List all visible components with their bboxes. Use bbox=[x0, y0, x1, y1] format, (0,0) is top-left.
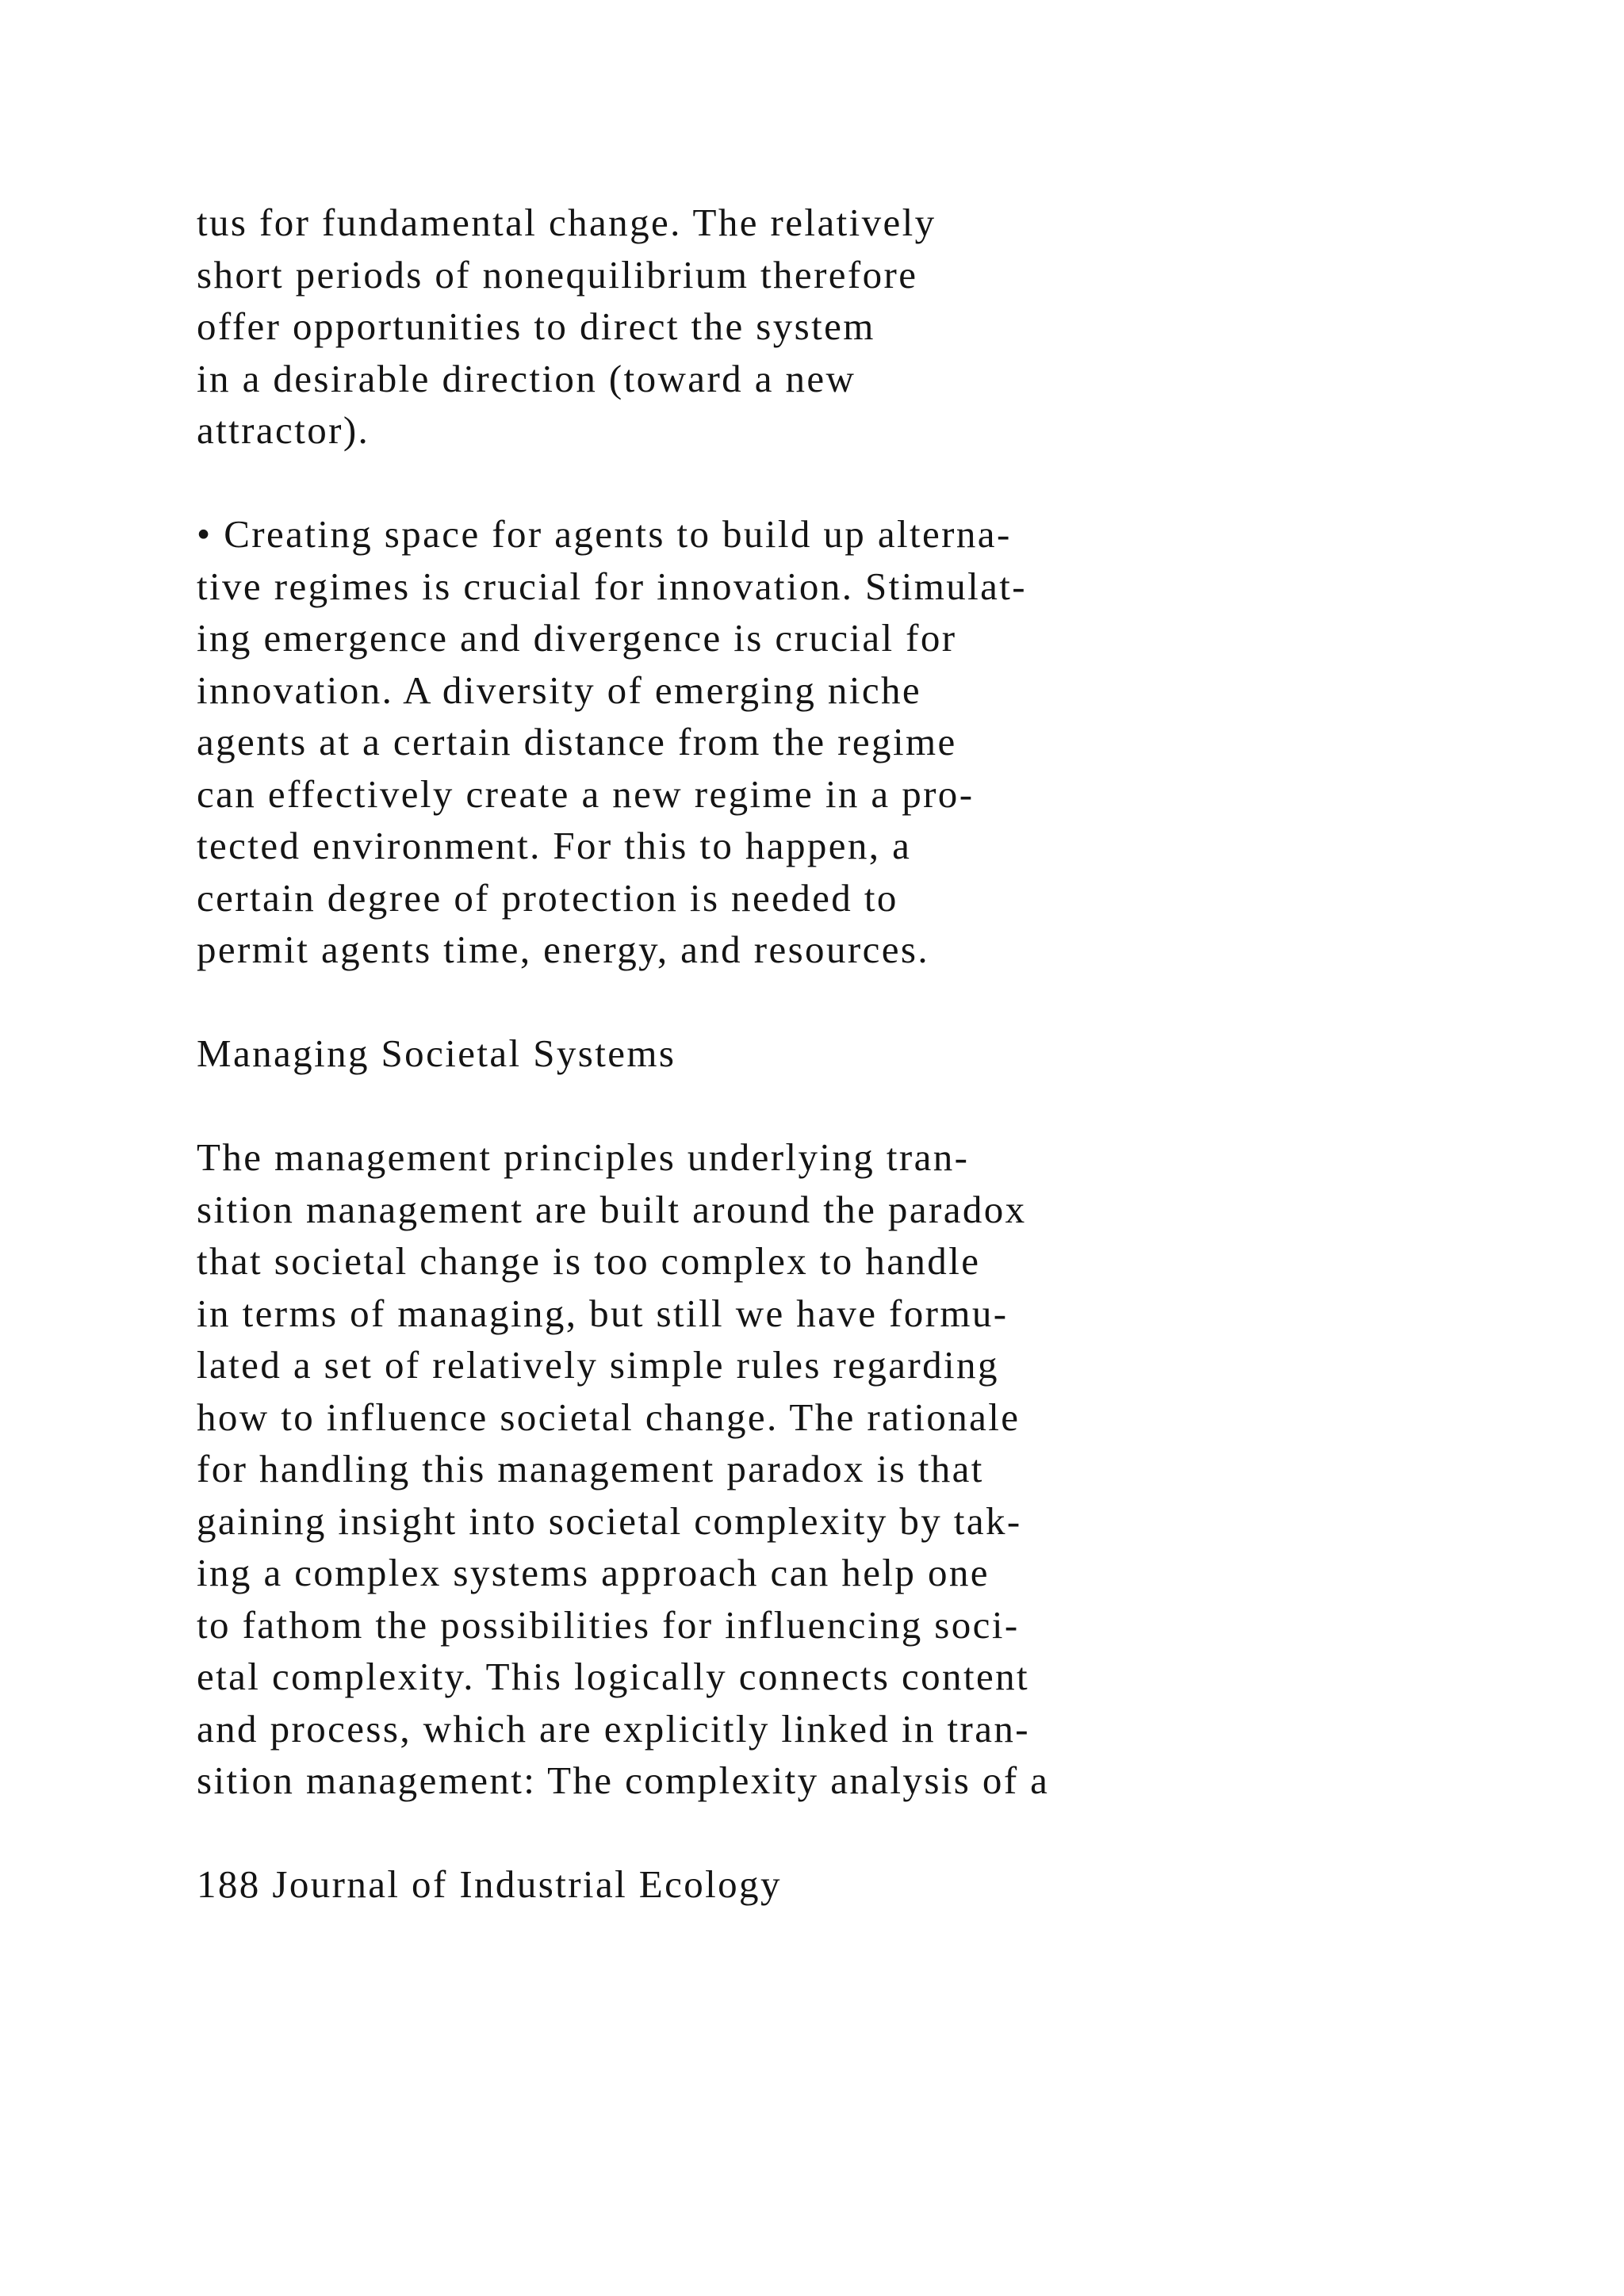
text-line: • Creating space for agents to build up alterna- bbox=[197, 512, 1012, 556]
paragraph-spacer bbox=[197, 457, 1465, 509]
page-footer bbox=[197, 1858, 1465, 1911]
text-line: ing a complex systems approach can help one bbox=[197, 1551, 990, 1594]
body-text bbox=[197, 197, 1465, 1911]
paragraph-nonequilibrium bbox=[197, 197, 1465, 457]
text-line: how to influence societal change. The rationale bbox=[197, 1395, 1021, 1439]
paragraph-management-principles bbox=[197, 1131, 1465, 1807]
text-line: tected environment. For this to happen, a bbox=[197, 824, 912, 867]
text-line: and process, which are explicitly linked in tran- bbox=[197, 1706, 1031, 1751]
bullet-paragraph-creating-space bbox=[197, 508, 1465, 976]
text-line: ing emergence and divergence is crucial for bbox=[197, 616, 957, 660]
text-line: to fathom the possibilities for influencing soci- bbox=[197, 1602, 1020, 1647]
heading-text: Managing Societal Systems bbox=[197, 1031, 676, 1075]
text-line: agents at a certain distance from the regime bbox=[197, 720, 957, 763]
text-line: certain degree of protection is needed to bbox=[197, 875, 898, 920]
text-line: permit agents time, energy, and resources. bbox=[197, 928, 929, 971]
paragraph-spacer bbox=[197, 1080, 1465, 1132]
text-line: lated a set of relatively simple rules regarding bbox=[197, 1343, 999, 1387]
text-line: etal complexity. This logically connects content bbox=[197, 1655, 1030, 1698]
footer-page-number-and-journal: 188 Journal of Industrial Ecology bbox=[197, 1862, 782, 1906]
text-line: in terms of managing, but still we have formu- bbox=[197, 1291, 1009, 1335]
text-line: can effectively create a new regime in a pro- bbox=[197, 771, 975, 816]
text-line: that societal change is too complex to handle bbox=[197, 1239, 981, 1283]
section-heading bbox=[197, 1027, 1465, 1080]
text-line: attractor). bbox=[197, 408, 370, 452]
text-line: in a desirable direction (toward a new bbox=[197, 356, 856, 400]
paragraph-spacer bbox=[197, 1807, 1465, 1859]
text-line: offer opportunities to direct the system bbox=[197, 304, 875, 348]
text-line: sition management are built around the paradox bbox=[197, 1187, 1027, 1231]
text-line: short periods of nonequilibrium therefore bbox=[197, 252, 918, 297]
text-line: innovation. A diversity of emerging niche bbox=[197, 668, 922, 712]
text-line: tive regimes is crucial for innovation. Stimulat- bbox=[197, 564, 1028, 608]
text-line: gaining insight into societal complexity by tak- bbox=[197, 1498, 1022, 1543]
text-line: The management principles underlying tran- bbox=[197, 1135, 970, 1179]
text-line: tus for fundamental change. The relatively bbox=[197, 201, 936, 244]
text-line: sition management: The complexity analysis of a bbox=[197, 1758, 1050, 1802]
text-line: for handling this management paradox is that bbox=[197, 1447, 984, 1490]
paragraph-spacer bbox=[197, 976, 1465, 1028]
